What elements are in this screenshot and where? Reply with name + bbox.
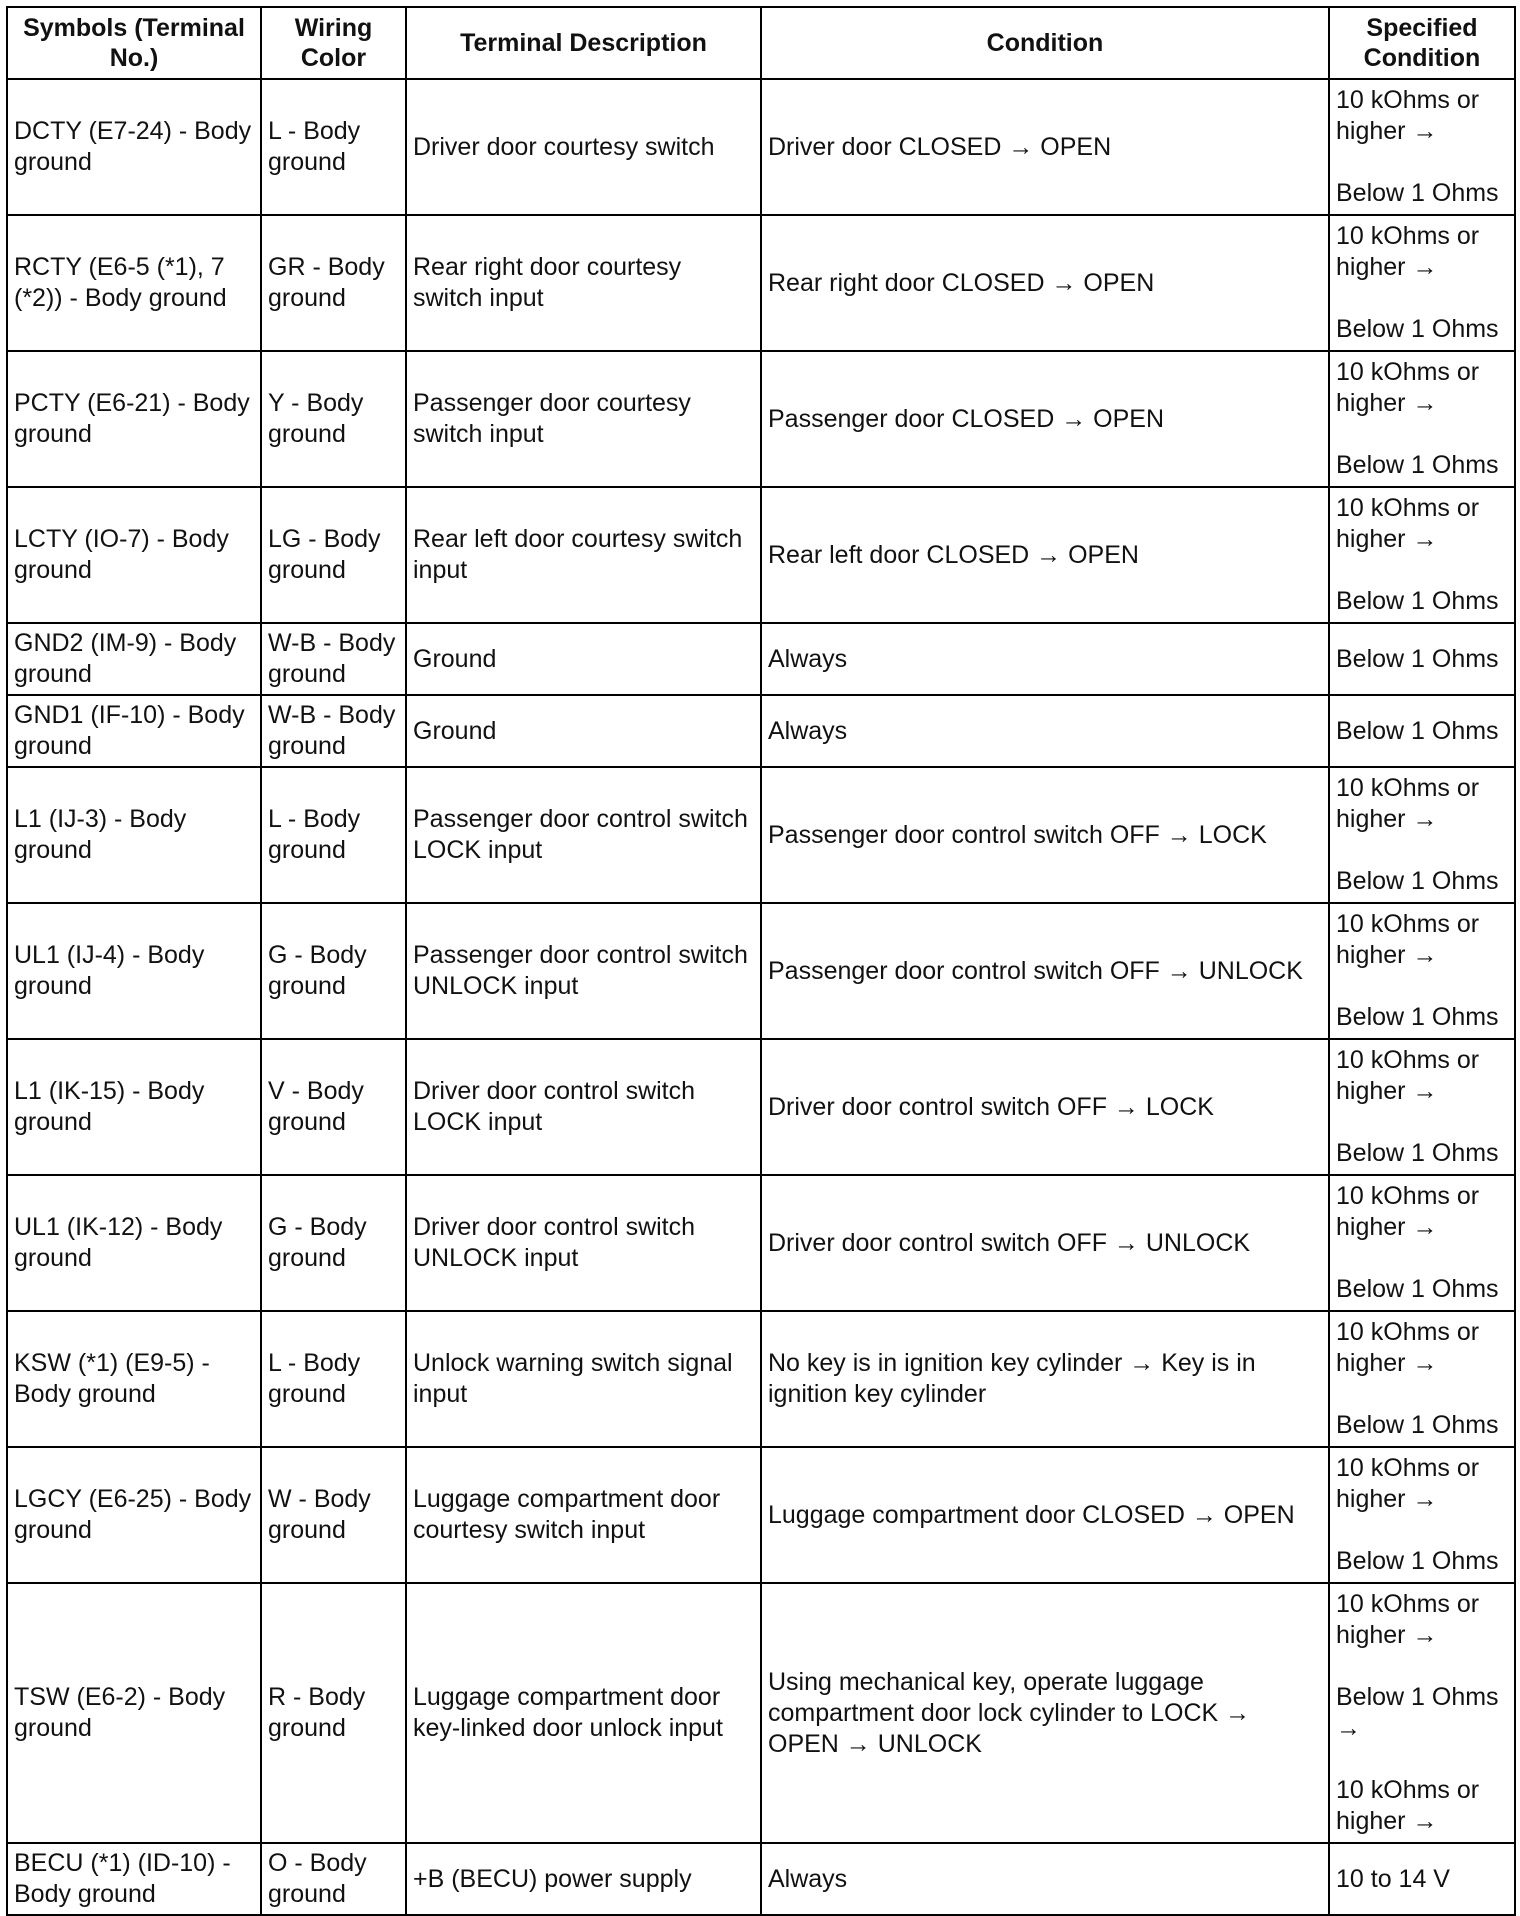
description-cell: Unlock warning switch signal input	[406, 1311, 761, 1447]
symbol-cell: UL1 (IK-12) - Body ground	[7, 1175, 261, 1311]
symbol-cell: BECU (*1) (ID-10) - Body ground	[7, 1843, 261, 1915]
table-row	[7, 623, 1515, 695]
wiring-cell: Y - Body ground	[261, 351, 406, 487]
table-row	[7, 1311, 1515, 1447]
table-row	[7, 695, 1515, 767]
specified-cell: 10 kOhms or higher → Below 1 Ohms	[1329, 79, 1515, 215]
wiring-cell: R - Body ground	[261, 1583, 406, 1843]
wiring-cell: L - Body ground	[261, 79, 406, 215]
wiring-cell: L - Body ground	[261, 767, 406, 903]
description-cell: +B (BECU) power supply	[406, 1843, 761, 1915]
wiring-cell: G - Body ground	[261, 1175, 406, 1311]
wiring-cell: O - Body ground	[261, 1843, 406, 1915]
table-row	[7, 1583, 1515, 1843]
symbol-cell: TSW (E6-2) - Body ground	[7, 1583, 261, 1843]
symbol-cell: LCTY (IO-7) - Body ground	[7, 487, 261, 623]
specified-cell: 10 kOhms or higher → Below 1 Ohms	[1329, 1175, 1515, 1311]
header-wiring-color: Wiring Color	[261, 7, 406, 79]
table-row	[7, 1447, 1515, 1583]
symbol-cell: GND2 (IM-9) - Body ground	[7, 623, 261, 695]
condition-cell: Always	[761, 623, 1329, 695]
specified-cell: 10 kOhms or higher → Below 1 Ohms	[1329, 903, 1515, 1039]
table-header-row	[7, 7, 1515, 79]
condition-cell: Luggage compartment door CLOSED → OPEN	[761, 1447, 1329, 1583]
symbol-cell: LGCY (E6-25) - Body ground	[7, 1447, 261, 1583]
description-cell: Luggage compartment door key-linked door unlock input	[406, 1583, 761, 1843]
header-symbols: Symbols (Terminal No.)	[7, 7, 261, 79]
table-row	[7, 351, 1515, 487]
description-cell: Driver door courtesy switch	[406, 79, 761, 215]
symbol-cell: DCTY (E7-24) - Body ground	[7, 79, 261, 215]
table-row	[7, 487, 1515, 623]
specified-cell: Below 1 Ohms	[1329, 623, 1515, 695]
header-specified-condition: Specified Condition	[1329, 7, 1515, 79]
symbol-cell: UL1 (IJ-4) - Body ground	[7, 903, 261, 1039]
table-row	[7, 1039, 1515, 1175]
specified-cell: 10 kOhms or higher → Below 1 Ohms	[1329, 767, 1515, 903]
condition-cell: Driver door control switch OFF → LOCK	[761, 1039, 1329, 1175]
description-cell: Ground	[406, 623, 761, 695]
specified-cell: 10 kOhms or higher → Below 1 Ohms	[1329, 487, 1515, 623]
condition-cell: Rear left door CLOSED → OPEN	[761, 487, 1329, 623]
description-cell: Driver door control switch UNLOCK input	[406, 1175, 761, 1311]
symbol-cell: PCTY (E6-21) - Body ground	[7, 351, 261, 487]
condition-cell: Passenger door CLOSED → OPEN	[761, 351, 1329, 487]
wiring-cell: GR - Body ground	[261, 215, 406, 351]
symbol-cell: GND1 (IF-10) - Body ground	[7, 695, 261, 767]
wiring-cell: V - Body ground	[261, 1039, 406, 1175]
condition-cell: No key is in ignition key cylinder → Key is in ignition key cylinder	[761, 1311, 1329, 1447]
description-cell: Driver door control switch LOCK input	[406, 1039, 761, 1175]
table-row	[7, 767, 1515, 903]
condition-cell: Driver door control switch OFF → UNLOCK	[761, 1175, 1329, 1311]
table-row	[7, 1175, 1515, 1311]
wiring-cell: G - Body ground	[261, 903, 406, 1039]
specified-cell: 10 kOhms or higher → Below 1 Ohms	[1329, 1447, 1515, 1583]
terminal-spec-table	[6, 6, 1516, 1916]
wiring-cell: W - Body ground	[261, 1447, 406, 1583]
wiring-cell: W-B - Body ground	[261, 695, 406, 767]
wiring-cell: LG - Body ground	[261, 487, 406, 623]
description-cell: Ground	[406, 695, 761, 767]
specified-cell: 10 kOhms or higher → Below 1 Ohms	[1329, 1039, 1515, 1175]
table-row	[7, 1843, 1515, 1915]
description-cell: Luggage compartment door courtesy switch input	[406, 1447, 761, 1583]
condition-cell: Always	[761, 1843, 1329, 1915]
specified-cell: 10 kOhms or higher → Below 1 Ohms	[1329, 1311, 1515, 1447]
condition-cell: Rear right door CLOSED → OPEN	[761, 215, 1329, 351]
header-terminal-description: Terminal Description	[406, 7, 761, 79]
description-cell: Rear left door courtesy switch input	[406, 487, 761, 623]
condition-cell: Passenger door control switch OFF → LOCK	[761, 767, 1329, 903]
wiring-cell: L - Body ground	[261, 1311, 406, 1447]
description-cell: Passenger door control switch LOCK input	[406, 767, 761, 903]
condition-cell: Always	[761, 695, 1329, 767]
table-row	[7, 215, 1515, 351]
symbol-cell: RCTY (E6-5 (*1), 7 (*2)) - Body ground	[7, 215, 261, 351]
description-cell: Rear right door courtesy switch input	[406, 215, 761, 351]
table-row	[7, 79, 1515, 215]
wiring-cell: W-B - Body ground	[261, 623, 406, 695]
condition-cell: Passenger door control switch OFF → UNLOCK	[761, 903, 1329, 1039]
description-cell: Passenger door control switch UNLOCK input	[406, 903, 761, 1039]
header-condition: Condition	[761, 7, 1329, 79]
description-cell: Passenger door courtesy switch input	[406, 351, 761, 487]
condition-cell: Using mechanical key, operate luggage compartment door lock cylinder to LOCK → OPEN → UNLOCK	[761, 1583, 1329, 1843]
specified-cell: 10 kOhms or higher → Below 1 Ohms → 10 kOhms or higher →	[1329, 1583, 1515, 1843]
symbol-cell: KSW (*1) (E9-5) - Body ground	[7, 1311, 261, 1447]
table-row	[7, 903, 1515, 1039]
symbol-cell: L1 (IJ-3) - Body ground	[7, 767, 261, 903]
specified-cell: 10 kOhms or higher → Below 1 Ohms	[1329, 215, 1515, 351]
specified-cell: 10 kOhms or higher → Below 1 Ohms	[1329, 351, 1515, 487]
condition-cell: Driver door CLOSED → OPEN	[761, 79, 1329, 215]
symbol-cell: L1 (IK-15) - Body ground	[7, 1039, 261, 1175]
specified-cell: 10 to 14 V	[1329, 1843, 1515, 1915]
specified-cell: Below 1 Ohms	[1329, 695, 1515, 767]
